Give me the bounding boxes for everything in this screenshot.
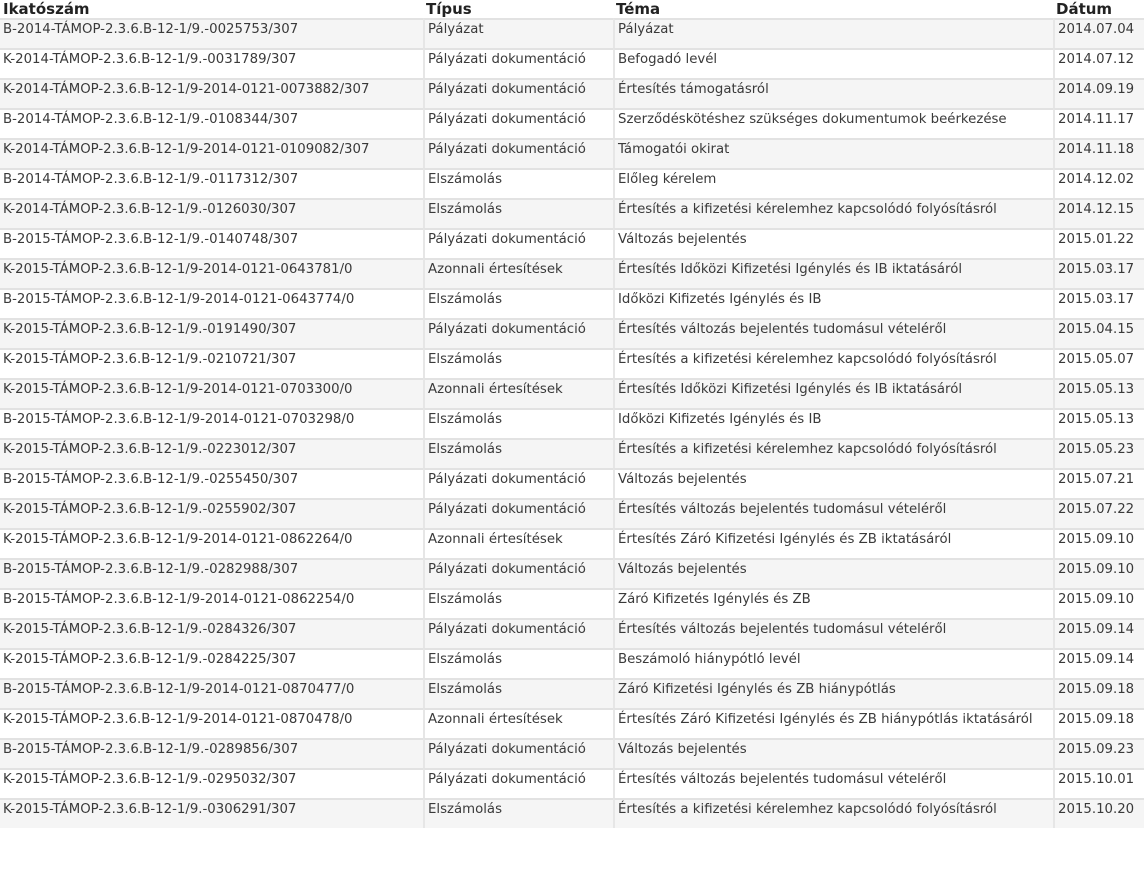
table-row[interactable]: [0, 528, 1144, 558]
cell-ikatoszam[interactable]: K-2015-TÁMOP-2.3.6.B-12-1/9.-0223012/307: [0, 438, 423, 468]
cell-ikatoszam[interactable]: B-2015-TÁMOP-2.3.6.B-12-1/9-2014-0121-0643774/0: [0, 288, 423, 318]
cell-tipus: Pályázati dokumentáció: [423, 738, 613, 768]
cell-tipus: Pályázati dokumentáció: [423, 468, 613, 498]
cell-ikatoszam[interactable]: K-2015-TÁMOP-2.3.6.B-12-1/9.-0295032/307: [0, 768, 423, 798]
cell-tipus: Pályázati dokumentáció: [423, 48, 613, 78]
cell-tema[interactable]: Értesítés támogatásról: [613, 78, 1053, 108]
table-row[interactable]: [0, 558, 1144, 588]
cell-ikatoszam[interactable]: K-2014-TÁMOP-2.3.6.B-12-1/9.-0031789/307: [0, 48, 423, 78]
cell-tema[interactable]: Értesítés a kifizetési kérelemhez kapcsolódó folyósításról: [613, 348, 1053, 378]
cell-datum: 2015.05.07: [1053, 348, 1144, 378]
cell-tema[interactable]: Záró Kifizetési Igénylés és ZB hiánypótlás: [613, 678, 1053, 708]
cell-tipus: Pályázati dokumentáció: [423, 498, 613, 528]
cell-tipus: Azonnali értesítések: [423, 378, 613, 408]
cell-tipus: Pályázati dokumentáció: [423, 618, 613, 648]
cell-tipus: Elszámolás: [423, 198, 613, 228]
cell-datum: 2015.09.18: [1053, 678, 1144, 708]
cell-tema[interactable]: Változás bejelentés: [613, 738, 1053, 768]
table-row[interactable]: [0, 408, 1144, 438]
cell-tipus: Pályázati dokumentáció: [423, 228, 613, 258]
cell-tema[interactable]: Beszámoló hiánypótló levél: [613, 648, 1053, 678]
cell-ikatoszam[interactable]: B-2015-TÁMOP-2.3.6.B-12-1/9-2014-0121-0862254/0: [0, 588, 423, 618]
cell-tipus: Elszámolás: [423, 648, 613, 678]
table-row[interactable]: [0, 468, 1144, 498]
cell-tema[interactable]: Értesítés változás bejelentés tudomásul vételéről: [613, 618, 1053, 648]
table-row[interactable]: [0, 228, 1144, 258]
cell-tema[interactable]: Befogadó levél: [613, 48, 1053, 78]
cell-tipus: Pályázati dokumentáció: [423, 108, 613, 138]
cell-ikatoszam[interactable]: K-2014-TÁMOP-2.3.6.B-12-1/9-2014-0121-0073882/307: [0, 78, 423, 108]
cell-datum: 2015.07.22: [1053, 498, 1144, 528]
table-row[interactable]: [0, 348, 1144, 378]
cell-tema[interactable]: Értesítés Záró Kifizetési Igénylés és ZB hiánypótlás iktatásáról: [613, 708, 1053, 738]
cell-tema[interactable]: Értesítés Időközi Kifizetési Igénylés és IB iktatásáról: [613, 378, 1053, 408]
cell-ikatoszam[interactable]: B-2014-TÁMOP-2.3.6.B-12-1/9.-0025753/307: [0, 18, 423, 48]
cell-datum: 2014.12.02: [1053, 168, 1144, 198]
table-body: [0, 18, 1144, 828]
cell-tipus: Elszámolás: [423, 348, 613, 378]
cell-ikatoszam[interactable]: B-2015-TÁMOP-2.3.6.B-12-1/9-2014-0121-0870477/0: [0, 678, 423, 708]
cell-datum: 2015.04.15: [1053, 318, 1144, 348]
cell-datum: 2014.07.12: [1053, 48, 1144, 78]
table-row[interactable]: [0, 48, 1144, 78]
table-row[interactable]: [0, 198, 1144, 228]
cell-tipus: Azonnali értesítések: [423, 258, 613, 288]
table-row[interactable]: [0, 108, 1144, 138]
cell-datum: 2015.01.22: [1053, 228, 1144, 258]
cell-tipus: Pályázati dokumentáció: [423, 558, 613, 588]
cell-tipus: Azonnali értesítések: [423, 528, 613, 558]
table-row[interactable]: [0, 738, 1144, 768]
cell-datum: 2015.10.20: [1053, 798, 1144, 828]
cell-datum: 2015.09.18: [1053, 708, 1144, 738]
cell-tema[interactable]: Változás bejelentés: [613, 558, 1053, 588]
cell-ikatoszam[interactable]: B-2015-TÁMOP-2.3.6.B-12-1/9.-0255450/307: [0, 468, 423, 498]
cell-tema[interactable]: Szerződéskötéshez szükséges dokumentumok beérkezése: [613, 108, 1053, 138]
table-row[interactable]: [0, 768, 1144, 798]
cell-ikatoszam[interactable]: K-2015-TÁMOP-2.3.6.B-12-1/9.-0210721/307: [0, 348, 423, 378]
cell-tema[interactable]: Pályázat: [613, 18, 1053, 48]
cell-ikatoszam[interactable]: K-2015-TÁMOP-2.3.6.B-12-1/9-2014-0121-0870478/0: [0, 708, 423, 738]
cell-ikatoszam[interactable]: B-2014-TÁMOP-2.3.6.B-12-1/9.-0108344/307: [0, 108, 423, 138]
table-row[interactable]: [0, 378, 1144, 408]
cell-tipus: Elszámolás: [423, 798, 613, 828]
cell-ikatoszam[interactable]: K-2015-TÁMOP-2.3.6.B-12-1/9-2014-0121-0703300/0: [0, 378, 423, 408]
cell-ikatoszam[interactable]: K-2015-TÁMOP-2.3.6.B-12-1/9-2014-0121-0862264/0: [0, 528, 423, 558]
cell-tipus: Elszámolás: [423, 408, 613, 438]
cell-tipus: Pályázati dokumentáció: [423, 318, 613, 348]
table-row[interactable]: [0, 258, 1144, 288]
cell-datum: 2015.05.23: [1053, 438, 1144, 468]
column-header-tema[interactable]: Téma: [616, 0, 661, 18]
table-row[interactable]: [0, 318, 1144, 348]
cell-tipus: Azonnali értesítések: [423, 708, 613, 738]
cell-ikatoszam[interactable]: K-2015-TÁMOP-2.3.6.B-12-1/9.-0191490/307: [0, 318, 423, 348]
cell-tema[interactable]: Értesítés a kifizetési kérelemhez kapcsolódó folyósításról: [613, 198, 1053, 228]
cell-tema[interactable]: Értesítés Időközi Kifizetési Igénylés és IB iktatásáról: [613, 258, 1053, 288]
table-row[interactable]: [0, 798, 1144, 828]
cell-ikatoszam[interactable]: B-2015-TÁMOP-2.3.6.B-12-1/9.-0140748/307: [0, 228, 423, 258]
cell-datum: 2014.09.19: [1053, 78, 1144, 108]
cell-tema[interactable]: Értesítés változás bejelentés tudomásul vételéről: [613, 318, 1053, 348]
cell-datum: 2014.07.04: [1053, 18, 1144, 48]
cell-datum: 2015.07.21: [1053, 468, 1144, 498]
cell-tipus: Elszámolás: [423, 438, 613, 468]
cell-datum: 2015.09.10: [1053, 588, 1144, 618]
cell-datum: 2015.05.13: [1053, 378, 1144, 408]
table-row[interactable]: [0, 618, 1144, 648]
cell-tema[interactable]: Értesítés a kifizetési kérelemhez kapcsolódó folyósításról: [613, 798, 1053, 828]
column-header-ikatoszam[interactable]: Ikatószám: [3, 0, 90, 18]
cell-ikatoszam[interactable]: B-2015-TÁMOP-2.3.6.B-12-1/9-2014-0121-0703298/0: [0, 408, 423, 438]
cell-datum: 2014.11.17: [1053, 108, 1144, 138]
cell-ikatoszam[interactable]: B-2015-TÁMOP-2.3.6.B-12-1/9.-0289856/307: [0, 738, 423, 768]
cell-ikatoszam[interactable]: K-2015-TÁMOP-2.3.6.B-12-1/9-2014-0121-0643781/0: [0, 258, 423, 288]
cell-tipus: Pályázat: [423, 18, 613, 48]
cell-tema[interactable]: Értesítés változás bejelentés tudomásul vételéről: [613, 498, 1053, 528]
cell-ikatoszam[interactable]: K-2014-TÁMOP-2.3.6.B-12-1/9.-0126030/307: [0, 198, 423, 228]
cell-tema[interactable]: Változás bejelentés: [613, 468, 1053, 498]
cell-tipus: Pályázati dokumentáció: [423, 138, 613, 168]
cell-ikatoszam[interactable]: K-2014-TÁMOP-2.3.6.B-12-1/9-2014-0121-0109082/307: [0, 138, 423, 168]
cell-tipus: Elszámolás: [423, 288, 613, 318]
cell-ikatoszam[interactable]: K-2015-TÁMOP-2.3.6.B-12-1/9.-0306291/307: [0, 798, 423, 828]
table-row[interactable]: [0, 588, 1144, 618]
table-row[interactable]: [0, 138, 1144, 168]
table-row[interactable]: [0, 648, 1144, 678]
cell-ikatoszam[interactable]: B-2015-TÁMOP-2.3.6.B-12-1/9.-0282988/307: [0, 558, 423, 588]
cell-datum: 2015.09.14: [1053, 618, 1144, 648]
cell-ikatoszam[interactable]: K-2015-TÁMOP-2.3.6.B-12-1/9.-0284225/307: [0, 648, 423, 678]
cell-tema[interactable]: Előleg kérelem: [613, 168, 1053, 198]
cell-tema[interactable]: Támogatói okirat: [613, 138, 1053, 168]
cell-datum: 2015.09.14: [1053, 648, 1144, 678]
cell-datum: 2015.05.13: [1053, 408, 1144, 438]
table-row[interactable]: [0, 78, 1144, 108]
cell-datum: 2014.11.18: [1053, 138, 1144, 168]
cell-datum: 2015.03.17: [1053, 258, 1144, 288]
cell-datum: 2014.12.15: [1053, 198, 1144, 228]
table-row[interactable]: [0, 288, 1144, 318]
cell-datum: 2015.09.23: [1053, 738, 1144, 768]
column-header-datum[interactable]: Dátum: [1056, 0, 1113, 18]
table-row[interactable]: [0, 498, 1144, 528]
table-row[interactable]: [0, 168, 1144, 198]
cell-ikatoszam[interactable]: K-2015-TÁMOP-2.3.6.B-12-1/9.-0284326/307: [0, 618, 423, 648]
cell-datum: 2015.09.10: [1053, 528, 1144, 558]
header-row: [0, 0, 1144, 18]
cell-tipus: Elszámolás: [423, 678, 613, 708]
cell-tipus: Elszámolás: [423, 168, 613, 198]
cell-datum: 2015.10.01: [1053, 768, 1144, 798]
cell-tema[interactable]: Értesítés a kifizetési kérelemhez kapcsolódó folyósításról: [613, 438, 1053, 468]
table-header: [0, 0, 1144, 18]
column-header-tipus[interactable]: Típus: [426, 0, 472, 18]
cell-tema[interactable]: Záró Kifizetés Igénylés és ZB: [613, 588, 1053, 618]
cell-tema[interactable]: Változás bejelentés: [613, 228, 1053, 258]
cell-tipus: Elszámolás: [423, 588, 613, 618]
cell-tema[interactable]: Értesítés változás bejelentés tudomásul vételéről: [613, 768, 1053, 798]
cell-tipus: Pályázati dokumentáció: [423, 768, 613, 798]
cell-tema[interactable]: Értesítés Záró Kifizetési Igénylés és ZB iktatásáról: [613, 528, 1053, 558]
cell-ikatoszam[interactable]: K-2015-TÁMOP-2.3.6.B-12-1/9.-0255902/307: [0, 498, 423, 528]
table-row[interactable]: [0, 678, 1144, 708]
cell-datum: 2015.09.10: [1053, 558, 1144, 588]
cell-datum: 2015.03.17: [1053, 288, 1144, 318]
table-row[interactable]: [0, 708, 1144, 738]
cell-ikatoszam[interactable]: B-2014-TÁMOP-2.3.6.B-12-1/9.-0117312/307: [0, 168, 423, 198]
cell-tema[interactable]: Időközi Kifizetés Igénylés és IB: [613, 288, 1053, 318]
cell-tema[interactable]: Időközi Kifizetés Igénylés és IB: [613, 408, 1053, 438]
cell-tipus: Pályázati dokumentáció: [423, 78, 613, 108]
table-row[interactable]: [0, 18, 1144, 48]
table-row[interactable]: [0, 438, 1144, 468]
